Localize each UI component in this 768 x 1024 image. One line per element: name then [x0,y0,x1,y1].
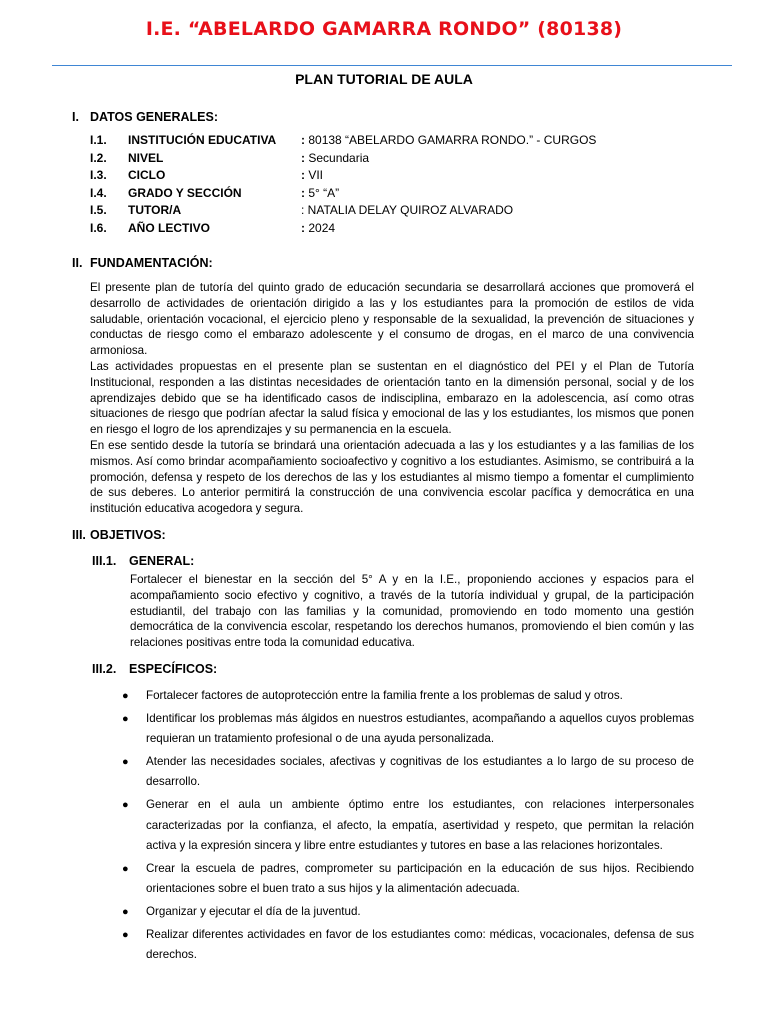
list-item-text: Fortalecer factores de autoprotección entre la familia frente a los problemas de salud y otros. [146,689,623,702]
row-label: GRADO Y SECCIÓN [128,185,242,200]
section-objetivos-heading [72,528,166,542]
document-title: PLAN TUTORIAL DE AULA [295,71,473,87]
section-number: II. [72,256,83,270]
row-value: 80138 “ABELARDO GAMARRA RONDO.” - CURGOS [308,133,597,147]
paragraph: Las actividades propuestas en el presente plan se sustentan en el diagnóstico del PEI y el Plan de Tutoría Institucional, responden a las distintas necesidades de orientación tanto en la dimensión personal, social y de los aprendizajes debido que se ha identificado casos de indisciplina, embarazo en la adolescencia, así como otras situaciones de riesgo que podrían afectar la salud física y emocional de las y los estudiantes, los mismos que ponen en riesgo el logro de los aprendizajes y su permanencia en la escuela. [90,359,694,437]
list-item [120,686,694,707]
paragraph: Fortalecer el bienestar en la sección del 5° A y en la I.E., proponiendo acciones y espacios para el acompañamiento socio efectivo y cognitivo, a través de la tutoría individual y grupal, de la participación estudiantil, del trabajo con las familias y la comunidad, promoviendo en todo momento una gestión democrática de la convivencia escolar, respetando los derechos humanos, promoviendo el bien común y las relaciones positivas entre toda la comunidad educativa. [130,573,694,650]
row-label: CICLO [128,168,166,183]
data-row [90,132,596,150]
bullet-icon: ● [122,798,129,811]
list-item-text: Crear la escuela de padres, comprometer su participación en la educación de sus hijos. Recibiendo orientaciones sobre el buen trato a sus hijos y la alimentación adecuada. [146,861,694,896]
row-label: NIVEL [128,150,164,165]
section-title: OBJETIVOS: [90,528,166,542]
row-value-wrap: : 2024 [301,220,336,235]
data-row [90,185,596,203]
section-datos-generales-heading [72,110,218,124]
data-row [90,167,596,185]
row-label: TUTOR/A [128,203,182,218]
bullet-icon: ● [122,862,129,875]
list-item [120,795,694,857]
list-item-text: Atender las necesidades sociales, afectivas y cognitivas de los estudiantes a lo largo de su proceso de desarrollo. [146,754,694,789]
bullet-icon: ● [122,755,129,768]
data-row [90,202,596,220]
general-objective-text [130,572,694,651]
subsection-number: III.1. [92,554,117,568]
data-row [90,220,596,238]
row-value: 2024 [308,220,336,235]
subsection-number: III.2. [92,662,117,676]
section-number: I. [72,110,79,124]
subsection-title: ESPECÍFICOS: [129,662,218,676]
row-value-wrap: : Secundaria [301,150,370,165]
data-row [90,150,596,168]
row-value-wrap: : 5° “A” [301,185,340,200]
general-data-table [90,132,596,238]
subsection-specific-heading [92,662,217,676]
bullet-icon: ● [122,928,129,941]
row-value: 5° “A” [308,185,340,200]
paragraph: En ese sentido desde la tutoría se brindará una orientación adecuada a las y los estudiantes y a las familias de los mismos. Así como brindar acompañamiento socioafectivo y cognitivo a los estudiantes. Asimismo, se contribuirá a la promoción, defensa y respeto de los derechos de las y los estudiantes al mismo tiempo a fomentar el cumplimiento de sus deberes. Lo anterior permitirá la construcción de una convivencia escolar pacífica y democrática en una institución educativa acogedora y segura. [90,438,694,516]
section-fundamentacion-heading [72,256,213,270]
section-title: FUNDAMENTACIÓN: [90,256,213,270]
row-label: INSTITUCIÓN EDUCATIVA [128,133,277,147]
subsection-general-heading [92,554,194,568]
row-value: Secundaria [308,150,370,165]
bullet-icon: ● [122,905,129,918]
row-value-wrap: : VII [301,168,324,183]
subsection-title: GENERAL: [129,554,195,568]
section-title: DATOS GENERALES: [90,110,219,124]
row-number: I.2. [90,150,107,165]
row-number: I.6. [90,220,107,235]
header-divider [52,65,732,66]
section-number: III. [72,528,86,542]
list-item-text: Generar en el aula un ambiente óptimo entre los estudiantes, con relaciones interpersonales caracterizadas por la confianza, el afecto, la empatía, asertividad y respeto, que permitan la relación activa y la expresión sincera y libre entre estudiantes y tutores en base a las relaciones horizontales. [146,797,694,853]
list-item-text: Identificar los problemas más álgidos en nuestros estudiantes, acompañando a aquellos cuyos problemas requieran un tratamiento profesional o de una ayuda personalizada. [146,711,694,746]
row-number: I.5. [90,203,107,218]
row-label: AÑO LECTIVO [128,220,211,235]
row-number: I.1. [90,133,107,147]
row-number: I.4. [90,185,107,200]
list-item [120,752,694,793]
specific-objectives-list [120,686,694,968]
list-item [120,709,694,750]
list-item [120,902,694,923]
bullet-icon: ● [122,690,129,702]
row-value: VII [308,168,324,183]
bullet-icon: ● [122,712,129,725]
school-header: I.E. “ABELARDO GAMARRA RONDO” (80138) [145,18,623,40]
row-value: NATALIA DELAY QUIROZ ALVARADO [307,203,514,218]
row-value-wrap: : NATALIA DELAY QUIROZ ALVARADO [301,203,514,218]
list-item-text: Realizar diferentes actividades en favor de los estudiantes como: médicas, vocacionales, defensa de sus derechos. [146,927,694,962]
list-item [120,925,694,966]
list-item [120,859,694,900]
list-item-text: Organizar y ejecutar el día de la juventud. [146,904,361,918]
row-value-wrap: : 80138 “ABELARDO GAMARRA RONDO.” - CURGOS [301,133,597,147]
paragraph: El presente plan de tutoría del quinto grado de educación secundaria se desarrollará acciones que promoverá el desarrollo de actividades de orientación dirigido a las y los estudiantes para la promoción de estilos de vida saludable, orientación vocacional, el ejercicio pleno y responsable de la sexualidad, la prevención de situaciones y conductas de riesgo como el embarazo adolescente y el consumo de drogas, en el marco de una convivencia armoniosa. [90,281,694,358]
row-number: I.3. [90,168,107,183]
fundamentacion-body [90,280,694,517]
